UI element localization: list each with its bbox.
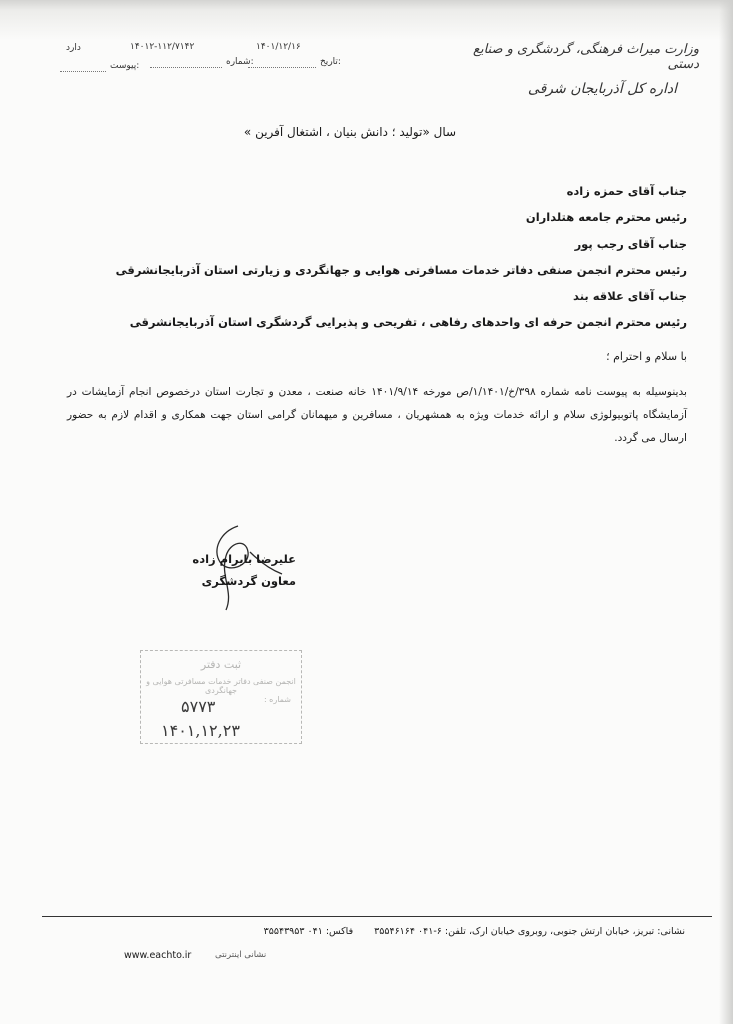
signatory-block <box>176 548 296 592</box>
date-value: ۱۴۰۱/۱۲/۱۶ <box>256 42 301 52</box>
year-slogan: سال «تولید ؛ دانش بنیان ، اشتغال آفرین » <box>243 125 457 139</box>
recipient-line: جناب آقای رجب پور <box>574 236 687 251</box>
stamp-number-label: شماره : <box>263 695 291 704</box>
department-name: اداره کل آذربایجان شرقی <box>527 81 677 97</box>
registration-stamp <box>140 650 302 744</box>
stamp-date: ۱۴۰۱,۱۲,۲۳ <box>161 721 240 740</box>
attachment-label: پیوست: <box>110 61 140 71</box>
letterhead <box>459 42 699 97</box>
website-label: نشانی اینترنتی <box>215 950 267 960</box>
footer-address <box>25 926 685 937</box>
greeting: با سلام و احترام ؛ <box>606 350 687 363</box>
recipient-line: رئیس محترم انجمن حرفه ای واحدهای رفاهی ، تفریحی و پذیرایی گردشگری استان آذربایجانشرقی <box>129 315 687 330</box>
footer-divider <box>42 916 712 917</box>
scan-top-edge <box>0 0 733 40</box>
ministry-name: وزارت میراث فرهنگی، گردشگری و صنایع دستی <box>473 42 699 72</box>
stamp-organization: انجمن صنفی دفاتر خدمات مسافرتی هوایی و جهانگردی <box>146 677 296 695</box>
number-value: ۱۴۰۱۲-۱۱۲/۷۱۴۲ <box>130 42 195 52</box>
stamp-number: ۵۷۷۳ <box>181 697 216 716</box>
stamp-title: ثبت دفتر <box>200 658 242 671</box>
recipient-line: رئیس محترم جامعه هتلداران <box>525 210 687 225</box>
fax-text: فاکس: ۰۴۱ ۳۵۵۴۳۹۵۳ <box>263 926 354 937</box>
recipient-line: جناب آقای حمزه زاده <box>566 184 687 198</box>
letter-meta <box>58 40 358 76</box>
recipient-line: رئیس محترم انجمن صنفی دفاتر خدمات مسافرتی هوایی و جهانگردی و زیارتی استان آذربایجانشرقی <box>115 262 687 277</box>
signatory-title: معاون گردشگری <box>201 574 296 588</box>
attachment-dotted-line <box>60 71 106 72</box>
website-link[interactable]: www.eachto.ir <box>124 950 192 961</box>
address-text: نشانی: تبریز، خیابان ارتش جنوبی، روبروی خیابان ارک، تلفن: ۶-۰۴۱ ۳۵۵۴۶۱۶۴ <box>374 926 685 937</box>
recipient-line: جناب آقای علاقه بند <box>573 289 687 304</box>
number-label: شماره: <box>226 57 254 67</box>
recipients-list <box>67 180 687 338</box>
date-label: تاریخ: <box>320 57 341 67</box>
scan-right-edge <box>719 0 733 1024</box>
signatory-name: علیرضا بایرام زاده <box>192 552 296 566</box>
number-dotted-line <box>150 67 222 68</box>
date-dotted-line <box>248 67 316 68</box>
letter-body: بدینوسیله به پیوست نامه شماره ۳۹۸/خ/۱/۱۴۰۱/ص مورخه ۱۴۰۱/۹/۱۴ خانه صنعت ، معدن و تجارت استان درخصوص انجام آزمایشات در آزمایشگاه پاتوبیولوژی سلام و ارائه خدمات ویژه به همشهریان ، مسافرین و میهمانان گرامی استان جهت همکاری و اقدام لازم به حضور ارسال می گردد. <box>67 386 687 444</box>
attachment-value: دارد <box>66 43 81 53</box>
